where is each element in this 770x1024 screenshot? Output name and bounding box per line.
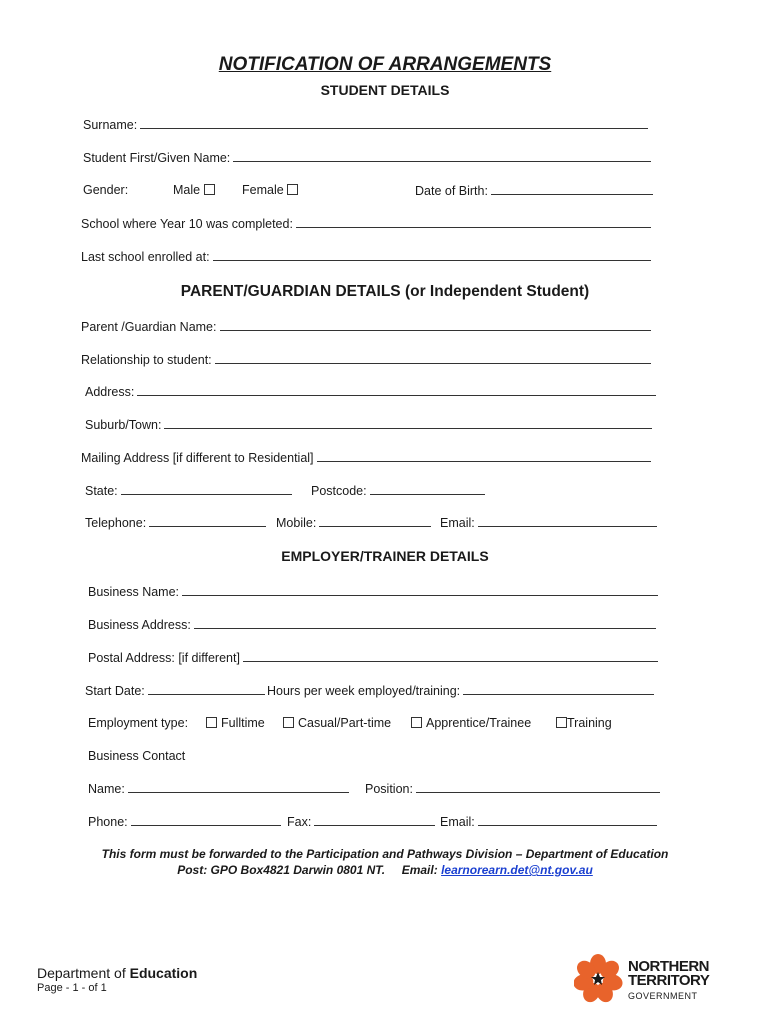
logo-line-3: GOVERNMENT [628, 991, 698, 1001]
surname-label: Surname: [83, 118, 138, 132]
fulltime-checkbox[interactable] [206, 717, 217, 728]
start-date-input-line[interactable] [148, 683, 265, 695]
last-school-field[interactable] [81, 249, 651, 264]
hours-input-line[interactable] [463, 683, 654, 695]
address-label: Address: [85, 385, 135, 399]
mailing-address-input-line[interactable] [317, 450, 651, 462]
mailing-address-field[interactable] [81, 450, 651, 465]
fax-input-line[interactable] [314, 814, 435, 826]
parent-name-label: Parent /Guardian Name: [81, 320, 217, 334]
submission-note: This form must be forwarded to the Participation and Pathways Division – Department of Education [101, 847, 669, 861]
start-date-label: Start Date: [85, 684, 145, 698]
department-name [37, 965, 197, 981]
parent-email-label: Email: [440, 516, 475, 530]
dob-label: Date of Birth: [415, 184, 488, 198]
female-label: Female [242, 183, 284, 197]
last-school-input-line[interactable] [213, 249, 651, 261]
dob-field[interactable] [415, 183, 653, 198]
relationship-label: Relationship to student: [81, 353, 212, 367]
postal-address-label: Postal Address: [if different] [88, 651, 240, 665]
postcode-input-line[interactable] [370, 483, 485, 495]
male-checkbox[interactable] [204, 184, 215, 195]
state-label: State: [85, 484, 118, 498]
telephone-input-line[interactable] [149, 515, 266, 527]
start-date-field[interactable] [85, 683, 265, 698]
contact-email-link[interactable]: learnorearn.det@nt.gov.au [441, 863, 593, 877]
mobile-input-line[interactable] [319, 515, 431, 527]
address-field[interactable] [85, 384, 656, 399]
relationship-input-line[interactable] [215, 352, 651, 364]
fulltime-option[interactable] [206, 716, 265, 730]
employer-email-label: Email: [440, 815, 475, 829]
postal-address-field[interactable] [88, 650, 658, 665]
nt-government-logo-text [628, 960, 709, 1003]
phone-label: Phone: [88, 815, 128, 829]
contact-name-label: Name: [88, 782, 125, 796]
position-input-line[interactable] [416, 781, 660, 793]
mobile-field[interactable] [276, 515, 431, 530]
business-address-input-line[interactable] [194, 617, 656, 629]
casual-option[interactable] [283, 716, 391, 730]
phone-input-line[interactable] [131, 814, 281, 826]
telephone-field[interactable] [85, 515, 266, 530]
contact-name-field[interactable] [88, 781, 349, 796]
business-name-label: Business Name: [88, 585, 180, 599]
suburb-field[interactable] [85, 417, 652, 432]
business-name-field[interactable] [88, 584, 658, 599]
form-title: NOTIFICATION OF ARRANGEMENTS [218, 54, 552, 75]
mobile-label: Mobile: [276, 516, 317, 530]
fax-field[interactable] [287, 814, 435, 829]
business-address-field[interactable] [88, 617, 656, 632]
parent-name-input-line[interactable] [220, 319, 652, 331]
postcode-label: Postcode: [311, 484, 367, 498]
male-label: Male [173, 183, 201, 197]
female-checkbox[interactable] [287, 184, 298, 195]
position-field[interactable] [365, 781, 660, 796]
logo-line-2: TERRITORY [628, 972, 710, 989]
postal-address-input-line[interactable] [243, 650, 658, 662]
parent-name-field[interactable] [81, 319, 651, 334]
logo-line-1: NORTHERN [628, 958, 709, 975]
hours-field[interactable] [267, 683, 654, 698]
department-prefix: Department of [37, 965, 130, 981]
contact-name-input-line[interactable] [128, 781, 349, 793]
employer-email-field[interactable] [440, 814, 657, 829]
apprentice-option[interactable] [411, 716, 531, 730]
submission-address [0, 863, 770, 877]
casual-label: Casual/Part-time [298, 716, 392, 730]
school-year10-field[interactable] [81, 216, 651, 231]
parent-email-input-line[interactable] [478, 515, 657, 527]
employer-email-input-line[interactable] [478, 814, 657, 826]
parent-details-heading: PARENT/GUARDIAN DETAILS (or Independent Student) [180, 283, 590, 300]
telephone-label: Telephone: [85, 516, 147, 530]
school-year10-input-line[interactable] [296, 216, 651, 228]
gender-label: Gender: [83, 183, 129, 197]
gender-male-option[interactable] [173, 183, 215, 197]
surname-field[interactable] [83, 117, 648, 132]
dob-input-line[interactable] [491, 183, 653, 195]
relationship-field[interactable] [81, 352, 651, 367]
employment-type-label: Employment type: [88, 716, 189, 730]
postcode-field[interactable] [311, 483, 485, 498]
apprentice-checkbox[interactable] [411, 717, 422, 728]
given-name-input-line[interactable] [233, 150, 651, 162]
page-number: Page - 1 - of 1 [37, 982, 107, 994]
phone-field[interactable] [88, 814, 281, 829]
postal-info: Post: GPO Box4821 Darwin 0801 NT. Email: [177, 863, 442, 877]
hours-label: Hours per week employed/training: [267, 684, 461, 698]
suburb-label: Suburb/Town: [85, 418, 162, 432]
employer-details-heading: EMPLOYER/TRAINER DETAILS [281, 548, 489, 564]
fulltime-label: Fulltime [221, 716, 265, 730]
surname-input-line[interactable] [140, 117, 648, 129]
business-address-label: Business Address: [88, 618, 191, 632]
training-label: Training [567, 716, 612, 730]
state-field[interactable] [85, 483, 292, 498]
gender-female-option[interactable] [242, 183, 298, 197]
given-name-field[interactable] [83, 150, 651, 165]
school-year10-label: School where Year 10 was completed: [81, 217, 293, 231]
position-label: Position: [365, 782, 413, 796]
address-input-line[interactable] [137, 384, 656, 396]
casual-checkbox[interactable] [283, 717, 294, 728]
state-input-line[interactable] [121, 483, 292, 495]
training-option[interactable] [556, 716, 612, 730]
apprentice-label: Apprentice/Trainee [426, 716, 532, 730]
department-bold: Education [129, 965, 198, 981]
given-name-label: Student First/Given Name: [83, 151, 231, 165]
last-school-label: Last school enrolled at: [81, 250, 210, 264]
mailing-address-label: Mailing Address [if different to Residential] [81, 451, 314, 465]
student-details-heading: STUDENT DETAILS [320, 82, 450, 98]
training-checkbox[interactable] [556, 717, 567, 728]
parent-email-field[interactable] [440, 515, 657, 530]
business-contact-label: Business Contact [88, 749, 186, 763]
suburb-input-line[interactable] [164, 417, 652, 429]
business-name-input-line[interactable] [182, 584, 658, 596]
fax-label: Fax: [287, 815, 312, 829]
